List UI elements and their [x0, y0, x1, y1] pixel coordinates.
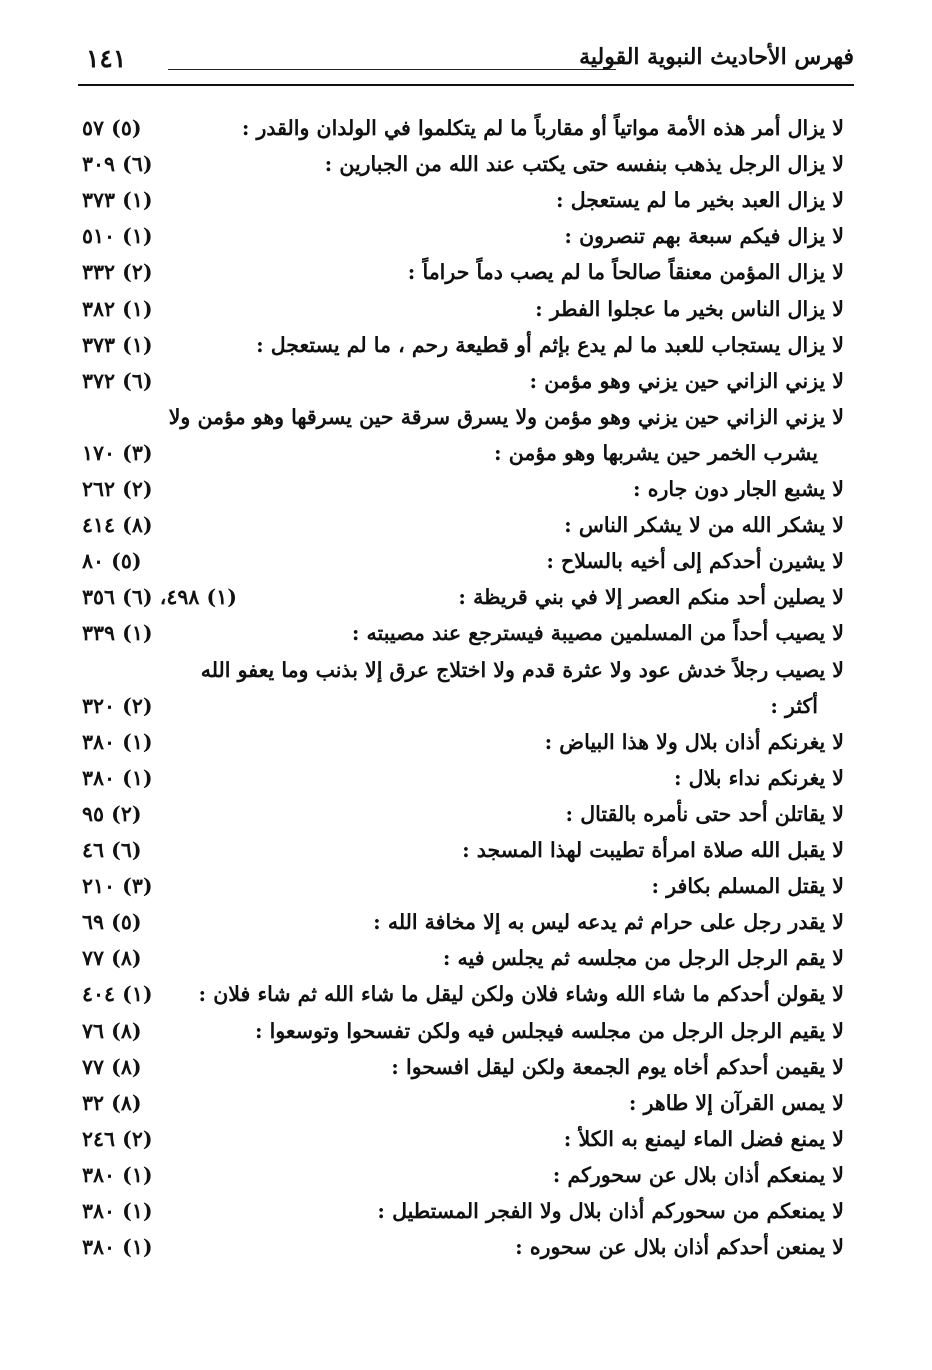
volume-page-reference: (٢) ٩٥ — [82, 801, 142, 826]
hadith-text: لا يصيب أحداً من المسلمين مصيبة فيسترجع عند مصيبته : — [351, 621, 844, 646]
volume-page-reference: (١) ٥١٠ — [82, 224, 153, 249]
volume-page-reference: (١) ٣٨٢ — [82, 296, 153, 321]
volume-page-reference: (١) ٣٨٠ — [82, 765, 153, 790]
hadith-text: لا يمنعن أحدكم أذان بلال عن سحوره : — [515, 1235, 844, 1260]
hadith-text: لا يزال أمر هذه الأمة مواتياً أو مقارباً ما لم يتكلموا في الولدان والقدر : — [241, 116, 844, 140]
index-entry — [78, 1158, 844, 1192]
hadith-text: لا يمنعكم من سحوركم أذان بلال ولا الفجر المستطيل : — [377, 1199, 844, 1223]
hadith-text: لا يزال الرجل يذهب بنفسه حتى يكتب عند الله من الجبارين : — [324, 152, 844, 177]
hadith-text: لا يقبل الله صلاة امرأة تطيبت لهذا المسجد : — [462, 838, 844, 862]
index-entry — [78, 905, 844, 939]
volume-page-reference: (١) ٣٨٠ — [82, 1162, 153, 1187]
index-entry — [78, 977, 844, 1011]
volume-page-reference: (٥) ٥٧ — [82, 116, 142, 140]
volume-page-reference: (٣) ١٧٠ — [82, 440, 153, 465]
index-entry — [78, 328, 844, 362]
index-entry — [78, 292, 844, 326]
header-rule — [168, 69, 616, 70]
volume-page-reference: (٨) ٧٧ — [82, 946, 142, 971]
volume-page-reference: (٢) ٣٢٠ — [82, 693, 153, 718]
hadith-text: لا يمنع فضل الماء ليمنع به الكلأ : — [563, 1126, 844, 1151]
index-entry — [78, 833, 844, 867]
index-entry — [78, 255, 844, 289]
hadith-text: لا يصيب رجلاً خدش عود ولا عثرة قدم ولا اختلاج عرق إلا بذنب وما يعفو الله — [200, 657, 844, 682]
index-entry — [78, 508, 844, 542]
volume-page-reference: (٢) ٣٣٢ — [82, 260, 153, 285]
volume-page-reference: (٥) ٦٩ — [82, 910, 142, 935]
volume-page-reference: (٨) ٤١٤ — [82, 513, 153, 538]
hadith-text: لا يصلين أحد منكم العصر إلا في بني قريظة : — [458, 585, 844, 610]
volume-page-reference: (١) ٣٨٠ — [82, 1235, 153, 1260]
hadith-text: لا يقدر رجل على حرام ثم يدعه ليس به إلا مخافة الله : — [373, 910, 844, 935]
hadith-text: لا يغرنكم أذان بلال ولا هذا البياض : — [544, 729, 844, 754]
hadith-text: لا يزال يستجاب للعبد ما لم يدع بإثم أو قطيعة رحم ، ما لم يستعجل : — [256, 332, 844, 357]
index-entry — [78, 183, 844, 217]
hadith-text: لا يغرنكم نداء بلال : — [673, 765, 844, 790]
hadith-text: لا يشكر الله من لا يشكر الناس : — [564, 513, 844, 538]
index-entry — [78, 1086, 844, 1120]
volume-page-reference: (١) ٣٧٣ — [82, 332, 153, 357]
index-entry — [78, 869, 844, 903]
hadith-text: لا يقولن أحدكم ما شاء الله وشاء فلان ولكن ليقل ما شاء الله ثم شاء فلان : — [198, 982, 844, 1007]
volume-page-reference: (٣) ٢١٠ — [82, 874, 153, 899]
volume-page-reference: (١) ٣٣٩ — [82, 621, 153, 646]
index-entry — [78, 219, 844, 253]
hadith-text: لا يقاتلن أحد حتى نأمره بالقتال : — [565, 801, 844, 826]
hadith-text: لا يزال المؤمن معنقاً صالحاً ما لم يصب دماً حراماً : — [407, 260, 844, 285]
volume-page-reference: (١) ٣٨٠ — [82, 729, 153, 754]
volume-page-reference: (٦) ٤٦ — [82, 838, 142, 862]
index-entry — [78, 147, 844, 181]
hadith-text: لا يقيمن أحدكم أخاه يوم الجمعة ولكن ليقل افسحوا : — [391, 1054, 844, 1079]
hadith-text: لا يشيرن أحدكم إلى أخيه بالسلاح : — [546, 549, 844, 574]
volume-page-reference: (١) ٤٠٤ — [82, 982, 153, 1007]
volume-page-reference: (٢) ٢٤٦ — [82, 1126, 153, 1151]
index-entry — [78, 472, 844, 506]
index-entry — [78, 653, 844, 687]
hadith-text: يشرب الخمر حين يشربها وهو مؤمن : — [494, 440, 818, 465]
index-entry — [78, 1050, 844, 1084]
index-entry — [78, 111, 844, 145]
volume-page-reference: (١) ٤٩٨، (٦) ٣٥٦ — [82, 585, 237, 610]
volume-page-reference: (١) ٣٨٠ — [82, 1199, 153, 1223]
index-entry — [78, 725, 844, 759]
hadith-text: لا يمس القرآن إلا طاهر : — [628, 1090, 844, 1115]
hadith-text: لا يمنعكم أذان بلال عن سحوركم : — [552, 1162, 844, 1187]
hadith-text: لا يقتل المسلم بكافر : — [651, 874, 844, 899]
hadith-text: لا يقيم الرجل الرجل من مجلسه فيجلس فيه ولكن تفسحوا وتوسعوا : — [254, 1018, 844, 1043]
volume-page-reference: (٥) ٨٠ — [82, 549, 142, 574]
hadith-text: لا يزني الزاني حين يزني وهو مؤمن : — [529, 368, 844, 393]
hadith-text: لا يزال الناس بخير ما عجلوا الفطر : — [535, 296, 844, 321]
index-entry — [78, 797, 844, 831]
volume-page-reference: (٦) ٣٠٩ — [82, 152, 153, 177]
hadith-text: لا يزال فيكم سبعة بهم تنصرون : — [564, 224, 844, 249]
hadith-text: لا يشبع الجار دون جاره : — [633, 477, 844, 501]
index-entry — [78, 364, 844, 398]
index-entry — [78, 1194, 844, 1228]
index-entry — [78, 580, 844, 614]
hadith-text: أكثر : — [770, 693, 818, 718]
index-entry — [78, 1122, 844, 1156]
volume-page-reference: (٨) ٧٧ — [82, 1054, 142, 1079]
index-entry — [78, 689, 844, 723]
page-number: ١٤١ — [86, 44, 127, 73]
hadith-text: لا يزني الزاني حين يزني وهو مؤمن ولا يسرق سرقة حين يسرقها وهو مؤمن ولا — [168, 404, 844, 429]
index-entry — [78, 1230, 844, 1264]
index-entry — [78, 400, 844, 434]
index-entry — [78, 761, 844, 795]
hadith-text: لا يقم الرجل الرجل من مجلسه ثم يجلس فيه : — [442, 946, 844, 971]
volume-page-reference: (٨) ٣٢ — [82, 1090, 142, 1115]
volume-page-reference: (٢) ٢٦٢ — [82, 477, 153, 501]
running-title: فهرس الأحاديث النبوية القولية — [579, 44, 854, 70]
index-entry — [78, 616, 844, 650]
index-entry — [78, 544, 844, 578]
page-header — [78, 38, 854, 86]
index-entry — [78, 436, 844, 470]
volume-page-reference: (١) ٣٧٣ — [82, 188, 153, 213]
volume-page-reference: (٨) ٧٦ — [82, 1018, 142, 1043]
index-entry — [78, 1014, 844, 1048]
hadith-text: لا يزال العبد بخير ما لم يستعجل : — [556, 188, 844, 213]
index-entry — [78, 941, 844, 975]
volume-page-reference: (٦) ٣٧٢ — [82, 368, 153, 393]
